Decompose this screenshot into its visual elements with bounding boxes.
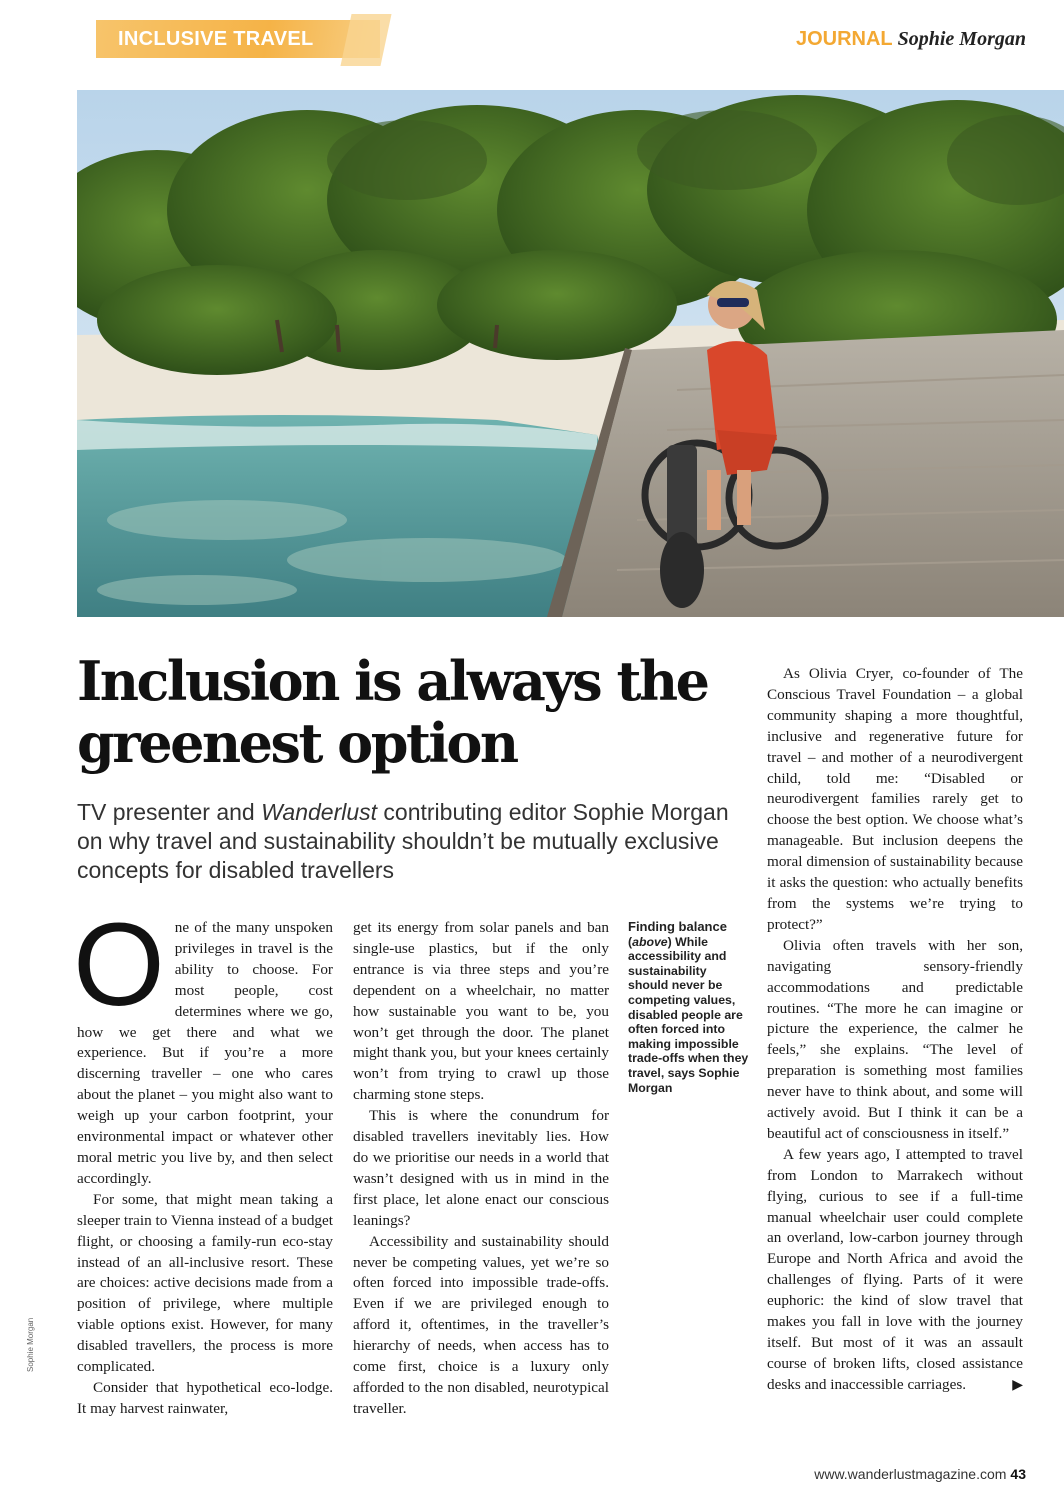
dropcap: O — [73, 899, 165, 1031]
beach-boardwalk-photo — [77, 90, 1064, 617]
standfirst-publication: Wanderlust — [261, 799, 378, 825]
paragraph — [767, 1145, 1023, 1396]
standfirst — [77, 798, 757, 885]
paragraph: get its energy from solar panels and ban single-use plastics, but if the only entrance is via three steps and you’re dependent on a wheelchair, no matter how sustainable you want to be, you won’t get through the door. The planet might thank you, but your knees certainly won’t from trying to crawl up those charming stone steps. — [353, 919, 609, 1104]
author-name: Sophie Morgan — [897, 28, 1026, 50]
photo-credit: Sophie Morgan — [26, 1317, 35, 1372]
continue-arrow-icon: ▶ — [1012, 1376, 1023, 1393]
journal-byline — [796, 28, 1026, 51]
caption-em: above — [632, 934, 668, 949]
caption-title: Finding balance — [628, 919, 727, 934]
paragraph: As Olivia Cryer, co-founder of The Conscious Travel Foundation – a global community shaping a more thoughtful, inclusive and regenerative future for travel – and mother of a neurodivergent child, told me: “Disabled or neurodivergent families rarely get to choose the best option. We choose what’s manageable. But inclusion deepens the moral dimension of sustainability because it asks the question: who actually benefits from the systems we’re trying to protect?” — [767, 665, 1023, 933]
paragraph: Olivia often travels with her son, navigating sensory-friendly accommodations and predictable routines. “The more he can imagine or picture the experience, the calmer he feels,” she explains. “The level of preparation is something most families never have to think about, and some will actively avoid. But I think it can be a beautiful act of consciousness in itself.” — [767, 936, 1023, 1142]
paragraph: For some, that might mean taking a sleeper train to Vienna instead of a budget flight, or choosing a family-run eco-stay instead of an all-inclusive resort. These are choices: active decisions made from a position of privilege, where multiple viable options exist. However, for many disabled travellers, the process is more complicated. — [77, 1190, 333, 1376]
caption-text: While accessibility and sustainability should never be competing values, disabled people are often forced into making impossible trade-offs when they travel, says Sophie Morgan — [628, 934, 749, 1095]
page-number: 43 — [1010, 1466, 1026, 1482]
standfirst-part-1: TV presenter and — [77, 799, 262, 825]
section-label: INCLUSIVE TRAVEL — [118, 28, 314, 50]
photo-caption — [628, 920, 750, 1095]
paragraph — [73, 899, 333, 1190]
paragraph-text: ne of the many unspoken privileges in travel is the ability to choose. For most people, cost determines where we go, how we get there and what we experience. But if you’re a more discerning traveller – one who cares about the planet – you might also want to weigh up your carbon footprint, your environmental impact or whatever other moral metric you live by, and then select accordingly. — [77, 919, 333, 1187]
standfirst-part-2: contributing editor Sophie Morgan on why travel and sustainability shouldn’t be mutually exclusive concepts for disabled travellers — [77, 799, 729, 883]
paragraph: Consider that hypothetical eco-lodge. It may harvest rainwater, — [77, 1378, 333, 1417]
journal-label: JOURNAL — [795, 28, 893, 50]
paragraph-text: A few years ago, I attempted to travel from London to Marrakech without flying, curious to see if a full-time manual wheelchair user could complete an overland, low-carbon journey through Europe and North Africa and avoid the challenges of flying. Parts of it were euphoric: the kind of slow travel that makes you fall in love with the journey itself. But most of it was an assault course of broken lifts, closed assistance desks and inaccessible carriages. — [767, 1145, 1023, 1393]
paragraph: Accessibility and sustainability should never be competing values, yet we’re so often forced into impossible trade-offs. Even if we are privileged enough to afford it, oftentimes, in the traveller’s hierarchy of needs, when access has to come first, choice is a luxury only afforded to the non disabled, neurotypical traveller. — [353, 1232, 609, 1417]
paragraph: This is where the conundrum for disabled travellers inevitably lies. How do we prioritise our needs in a world that wasn’t designed with us in mind in the first place, let alone enact our conscious leanings? — [353, 1107, 609, 1229]
hero-photo — [77, 90, 1064, 617]
caption-close: ) — [667, 934, 672, 949]
footer-url[interactable]: www.wanderlustmagazine.com — [814, 1466, 1007, 1482]
footer — [814, 1466, 1026, 1482]
caption-open: ( — [628, 934, 633, 949]
body-column-1 — [73, 899, 333, 1420]
body-column-2 — [353, 918, 609, 1420]
headline: Inclusion is always the greenest option — [77, 649, 708, 775]
body-column-3 — [767, 664, 1023, 1396]
